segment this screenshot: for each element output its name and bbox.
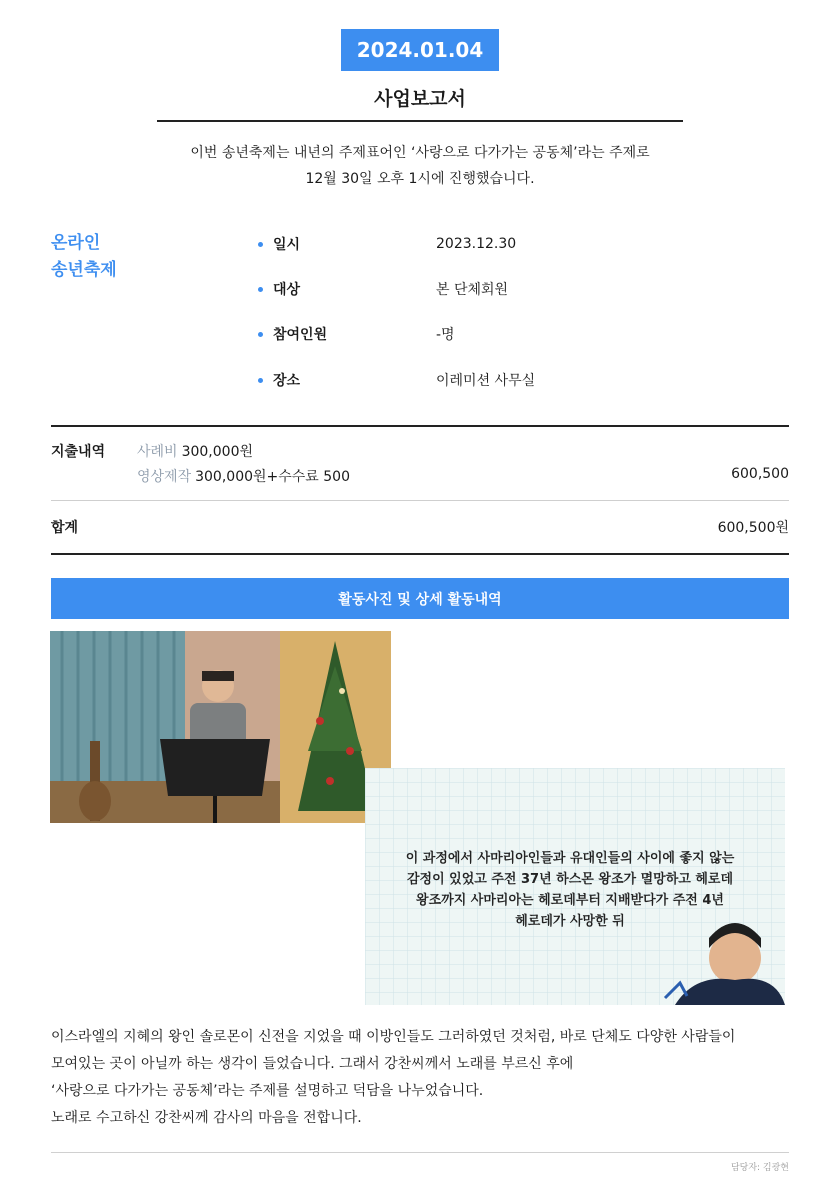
manager-footer: 담당자: 김광현 xyxy=(730,1163,789,1173)
report-title: 사업보고서 xyxy=(374,88,466,110)
intro-line: 12월 30일 오후 1시에 진행했습니다. xyxy=(305,171,535,187)
info-label: 참여인원 xyxy=(273,327,328,343)
section-divider xyxy=(51,425,789,427)
activity-heading: 활동사진 및 상세 활동내역 xyxy=(51,578,789,619)
bullet-icon xyxy=(258,378,263,383)
row-divider xyxy=(51,500,789,501)
event-name-line: 송년축제 xyxy=(51,260,117,280)
intro-line: 이번 송년축제는 내년의 주제표어인 ‘사랑으로 다가가는 공동체’라는 주제로 xyxy=(190,145,650,161)
event-name xyxy=(51,230,117,284)
expense-category: 영상제작 xyxy=(137,469,192,485)
date-badge: 2024.01.04 xyxy=(341,29,499,71)
expense-item xyxy=(137,466,350,486)
caption-line: 이 과정에서 사마리아인들과 유대인들의 사이에 좋지 않는 xyxy=(405,851,735,866)
info-value: 본 단체회원 xyxy=(436,282,509,298)
body-line: 노래로 수고하신 강찬씨께 감사의 마음을 전합니다. xyxy=(51,1110,362,1126)
total-value: 600,500원 xyxy=(717,520,789,536)
info-value: 이레미션 사무실 xyxy=(436,373,536,389)
photo-illustration xyxy=(50,631,391,823)
info-row-target xyxy=(258,277,508,301)
caption-line: 왕조까지 사마리아는 헤로데부터 지배받다가 주전 4년 xyxy=(416,893,724,908)
info-label: 일시 xyxy=(273,237,301,253)
info-row-participants xyxy=(258,322,455,346)
total-label: 합계 xyxy=(51,520,79,536)
expense-subtotal: 600,500 xyxy=(731,466,789,482)
bullet-icon xyxy=(258,332,263,337)
info-value: 2023.12.30 xyxy=(436,236,517,252)
expense-category: 사례비 xyxy=(137,444,178,460)
bullet-icon xyxy=(258,287,263,292)
footer-divider xyxy=(51,1152,789,1153)
expense-detail: 300,000원 xyxy=(181,444,253,460)
intro-text xyxy=(0,140,840,192)
expense-detail: 300,000원+수수료 500 xyxy=(195,469,351,485)
body-line: ‘사랑으로 다가가는 공동체’라는 주제를 설명하고 덕담을 나누었습니다. xyxy=(51,1083,484,1099)
caption-line: 감정이 있었고 주전 37년 하스몬 왕조가 멸망하고 헤로데 xyxy=(406,872,734,887)
activity-body xyxy=(51,1024,791,1132)
expense-item xyxy=(137,441,253,461)
info-label: 장소 xyxy=(273,373,301,389)
info-label: 대상 xyxy=(273,282,301,298)
activity-photo-singer xyxy=(50,631,391,823)
photo-caption xyxy=(380,848,760,932)
section-divider xyxy=(51,553,789,555)
bullet-icon xyxy=(258,242,263,247)
event-name-line: 온라인 xyxy=(51,233,101,253)
title-divider xyxy=(157,120,683,122)
body-line: 이스라엘의 지혜의 왕인 솔로몬이 신전을 지었을 때 이방인들도 그러하였던 것처럼, 바로 단체도 다양한 사람들이 xyxy=(51,1029,736,1045)
caption-line: 헤로데가 사망한 뒤 xyxy=(515,914,625,929)
body-line: 모여있는 곳이 아닐까 하는 생각이 들었습니다. 그래서 강찬씨께서 노래를 부르신 후에 xyxy=(51,1056,574,1072)
info-value: -명 xyxy=(436,327,455,343)
expense-label: 지출내역 xyxy=(51,444,106,460)
info-row-date xyxy=(258,232,516,256)
info-row-place xyxy=(258,368,535,392)
